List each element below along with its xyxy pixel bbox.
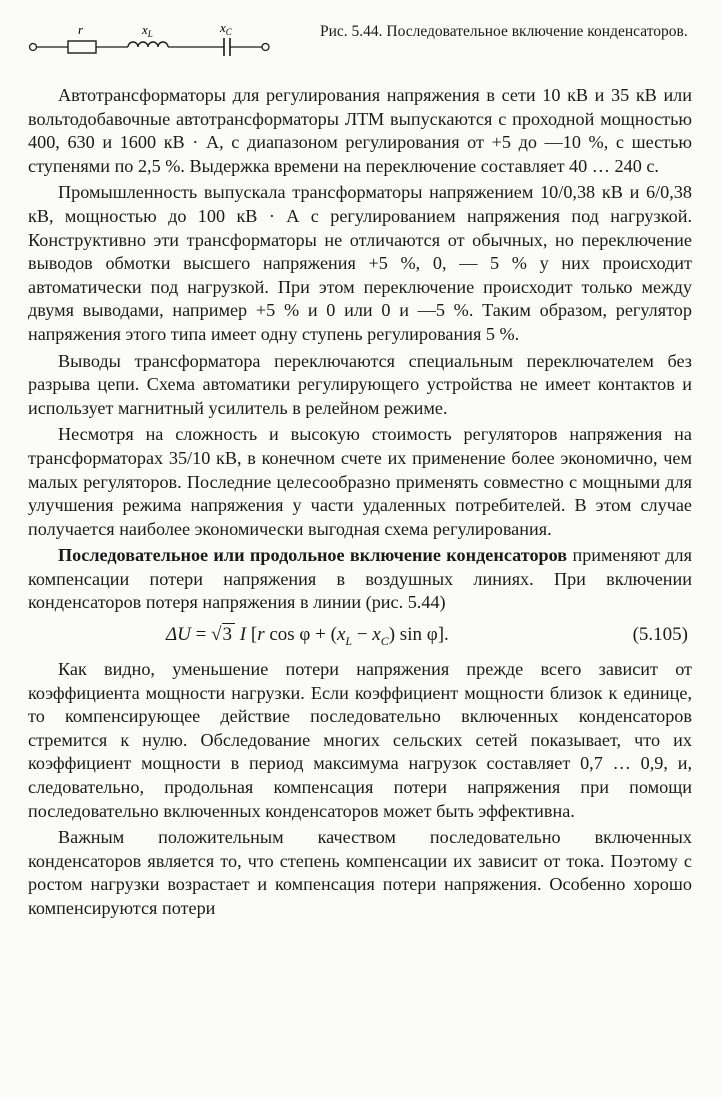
label-r: r <box>78 22 84 37</box>
paragraph: Несмотря на сложность и высокую стоимость регуляторов напряжения на трансформаторах 35/10 кВ, в конечном счете их применение более экономично, чем малых регуляторов. Последние целесообразно применять совместно с мощными для улучшения режима напряжения у части удаленных потребителей. В этом случае получается наиболее экономически выгодная схема регулирования. <box>28 424 692 539</box>
inductor-icon <box>128 42 168 47</box>
series-capacitor-circuit-diagram <box>24 20 314 68</box>
equation-5-105 <box>28 618 692 652</box>
capacitor-icon <box>224 38 230 56</box>
paragraph: Важным положительным качеством последовательно включенных конденсаторов является то, что степень компенсации их зависит от тока. Поэтому с ростом нагрузки возрастает и компенсация потери напряжения. Особенно хорошо компенсируются потери <box>28 827 692 918</box>
paragraph: Как видно, уменьшение потери напряжения прежде всего зависит от коэффициента мощности нагрузки. Если коэффициент мощности близок к единице, то компенсирующее действие последовательно включенных конденсаторов стремится к нулю. Обследование многих сельских сетей показывает, что их коэффициент мощности в период максимума нагрузок составляет 0,7 … 0,9, и, следовательно, продольная компенсация потери напряжения при помощи последовательно включенных конденсаторов может быть эффективна. <box>28 659 692 821</box>
paragraph: Промышленность выпускала трансформаторы напряжением 10/0,38 кВ и 6/0,38 кВ, мощностью до 100 кВ · А с регулированием напряжения под нагрузкой. Конструктивно эти трансформаторы не отличаются от обычных, но переключение выводов обмотки высшего напряжения +5 %, 0, — 5 % у них происходит автоматически под нагрузкой. При этом переключение происходит только между двумя выводами, например +5 % и 0 или 0 и —5 %. Таким образом, регулятор напряжения этого типа имеет одну ступень регулирования 5 %. <box>28 182 692 344</box>
resistor-icon <box>68 41 96 53</box>
voltage-loss-formula: ΔU = √3 I [r $\cos \varphi + (x_L - x_C)$ sin φ]. <box>166 624 449 648</box>
paragraph: Автотрансформаторы для регулирования напряжения в сети 10 кВ и 35 кВ или вольтодобавочные автотрансформаторы ЛТМ выпускаются с проходной мощностью 400, 630 и 1600 кВ · А, с диапазоном регулирования от +5 до —10 %, с шестью ступенями по 2,5 %. Выдержка времени на переключение составляет 40 … 240 с. <box>28 85 692 176</box>
series-compensation-paragraph: Последовательное или продольное включение конденсаторов применяют для компенсации потери напряжения в воздушных линиях. При включении конденсаторов потеря напряжения в линии (рис. 5.44) <box>28 545 693 613</box>
figure-5-44 <box>24 20 704 68</box>
bold-lead-term: Последовательное или продольное включение конденсаторов <box>58 545 568 566</box>
output-terminal-icon <box>262 44 269 51</box>
figure-caption: Рис. 5.44. Последовательное включение конденсаторов. <box>320 23 688 40</box>
body-text <box>28 84 692 924</box>
paragraph: Выводы трансформатора переключаются специальным переключателем без разрыва цепи. Схема автоматики регулирующего устройства не имеет контактов и использует магнитный усилитель в релейном режиме. <box>28 350 692 418</box>
equation-number: (5.105) <box>632 624 688 646</box>
sqrt-sign: √ <box>211 624 222 646</box>
label-xl: $x_L$ <box>142 22 153 39</box>
input-terminal-icon <box>30 44 37 51</box>
label-xc: $x_C$ <box>220 20 232 37</box>
